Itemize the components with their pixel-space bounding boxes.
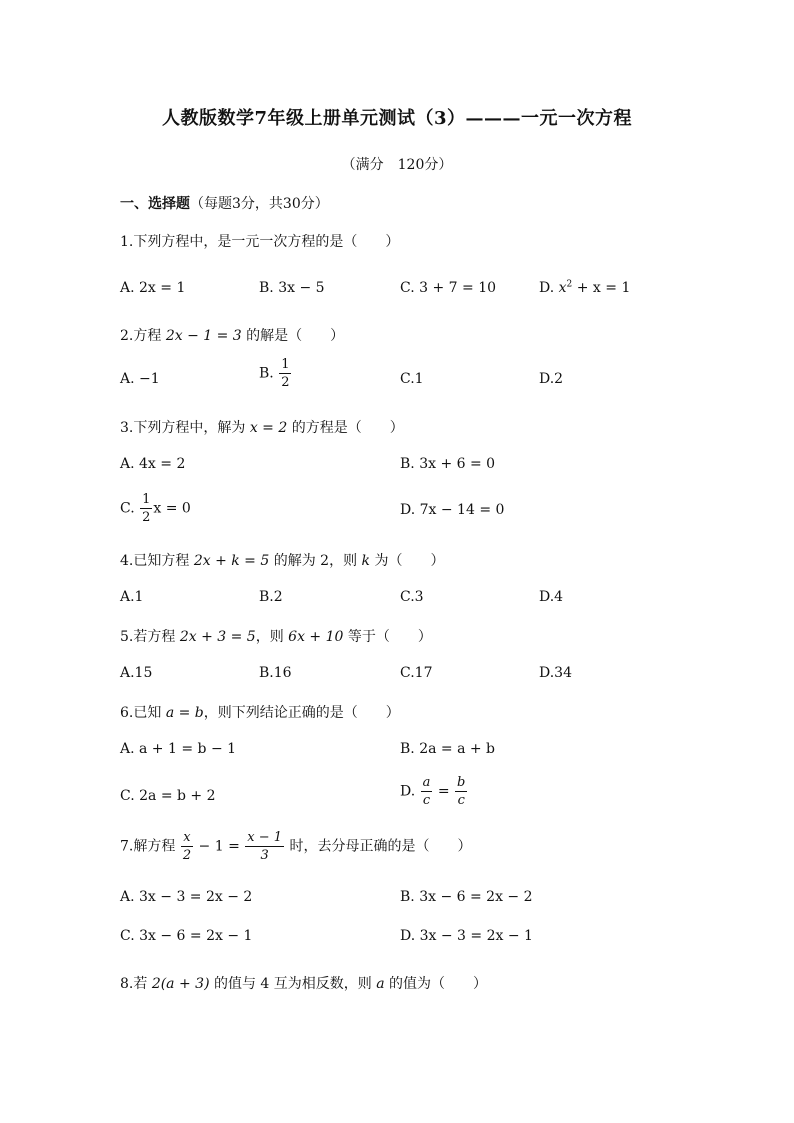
q6-option-a: A. a + 1 = b − 1 [120,741,237,757]
q5-option-d: D.34 [539,665,572,681]
q3-option-b: B. 3x + 6 = 0 [400,456,496,472]
q7-option-b: B. 3x − 6 = 2x − 2 [400,889,533,905]
q6-option-d: D. $\frac{a}{c}$ = $\frac{b}{c}$ [400,775,466,808]
question-4-stem: 4.已知方程 2x + k = 5 的解为 2，则 k 为（ ） [120,553,445,569]
q7-option-c: C. 3x − 6 = 2x − 1 [120,928,253,944]
q7-option-a: A. 3x − 3 = 2x − 2 [120,889,253,905]
question-3-stem: 3.下列方程中，解为 x = 2 的方程是（ ） [120,420,404,436]
q2-option-b: B. $\frac{1}{2}$ [259,357,290,390]
q5-option-c: C.17 [400,665,433,681]
q3-option-d: D. 7x − 14 = 0 [400,502,505,518]
q1-option-a: A. 2x = 1 [120,280,186,296]
question-1-stem: 1.下列方程中，是一元一次方程的是（ ） [120,234,400,250]
q1-option-d: D. $x^2 + x = 1$ [539,279,631,296]
q4-option-a: A.1 [120,589,144,605]
q4-option-b: B.2 [259,589,283,605]
question-7-stem: 7.解方程 $\frac{x}{2}$ − 1 = $\frac{x - 1}{3}$ 时，去分母正确的是（ ） [120,830,472,863]
q5-option-a: A.15 [120,665,153,681]
q3-option-a: A. 4x = 2 [120,456,186,472]
question-5-stem: 5.若方程 2x + 3 = 5，则 6x + 10 等于（ ） [120,629,432,645]
q6-option-b: B. 2a = a + b [400,741,496,757]
q7-option-d: D. 3x − 3 = 2x − 1 [400,928,533,944]
question-2-stem: 2.方程 2x − 1 = 3 的解是（ ） [120,328,345,344]
score-info: （满分 120分） [341,157,453,173]
section-note: （每题3分，共30分） [190,196,329,212]
q1-option-c: C. 3 + 7 = 10 [400,280,497,296]
question-8-stem: 8.若 2(a + 3) 的值与 4 互为相反数，则 a 的值为（ ） [120,976,488,992]
q3-option-c: C. $\frac{1}{2}$ x = 0 [120,492,191,525]
page-title: 人教版数学7年级上册单元测试（3）———一元一次方程 [161,108,633,129]
q1-option-b: B. 3x − 5 [259,280,325,296]
q2-option-a: A. −1 [120,371,160,387]
q4-option-c: C.3 [400,589,424,605]
q5-option-b: B.16 [259,665,292,681]
q2-option-c: C.1 [400,371,424,387]
q6-option-c: C. 2a = b + 2 [120,788,216,804]
q4-option-d: D.4 [539,589,564,605]
question-6-stem: 6.已知 a = b，则下列结论正确的是（ ） [120,705,400,721]
section-heading [120,193,329,213]
q2-option-d: D.2 [539,371,564,387]
section-title: 一、选择题 [120,196,190,212]
